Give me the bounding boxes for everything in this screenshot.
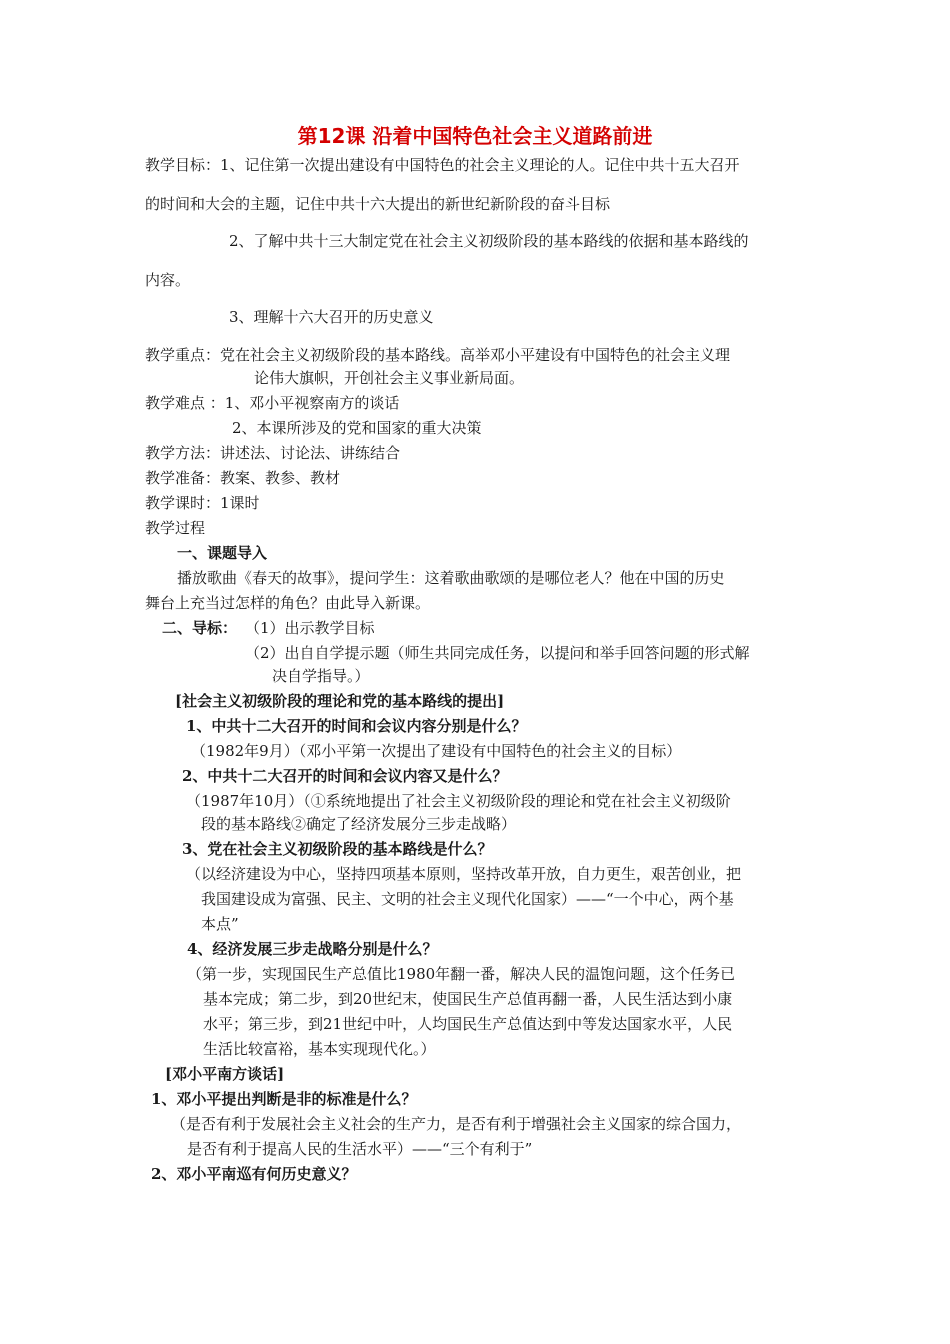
- part2-answer-1-line-2: 是否有利于提高人民的生活水平）——“三个有利于”: [187, 1140, 533, 1158]
- part1-question-4: 4、经济发展三步走战略分别是什么？: [187, 940, 438, 958]
- part1-answer-4-line-2: 基本完成；第二步，到20世纪末，使国民生产总值再翻一番，人民生活达到小康: [203, 990, 733, 1008]
- part1-answer-2-line-1: （1987年10月）（①系统地提出了社会主义初级阶段的理论和党在社会主义初级阶: [186, 792, 731, 810]
- objectives-line-2: 的时间和大会的主题，记住中共十六大提出的新世纪新阶段的奋斗目标: [145, 195, 611, 213]
- part1-question-1: 1、中共十二大召开的时间和会议内容分别是什么？: [186, 717, 527, 735]
- objectives-line-3: 2、了解中共十三大制定党在社会主义初级阶段的基本路线的依据和基本路线的: [229, 232, 749, 250]
- objectives-line-1: 教学目标：1、记住第一次提出建设有中国特色的社会主义理论的人。记住中共十五大召开: [145, 156, 740, 174]
- section2-heading: 二、导标：: [162, 619, 238, 637]
- difficulties-line-1: 教学难点 ：1、邓小平视察南方的谈话: [145, 394, 400, 412]
- objectives-line-5: 3、理解十六大召开的历史意义: [229, 308, 434, 326]
- part1-answer-3-line-3: 本点”: [201, 915, 239, 933]
- section1-heading: 一、课题导入: [177, 544, 268, 562]
- teaching-hours: 教学课时：1课时: [145, 494, 260, 512]
- part2-answer-1-line-1: （是否有利于发展社会主义社会的生产力，是否有利于增强社会主义国家的综合国力，: [171, 1115, 742, 1133]
- lesson-title: 第12课 沿着中国特色社会主义道路前进: [297, 124, 653, 148]
- section1-line-1: 播放歌曲《春天的故事》，提问学生：这着歌曲歌颂的是哪位老人？他在中国的历史: [177, 569, 725, 587]
- section1-line-2: 舞台上充当过怎样的角色？由此导入新课。: [145, 594, 431, 612]
- section2-item-1: （1）出示教学目标: [245, 619, 375, 637]
- section2-item-2-line-1: （2）出自自学提示题（师生共同完成任务，以提问和举手回答问题的形式解: [245, 644, 750, 662]
- part1-answer-4-line-4: 生活比较富裕，基本实现现代化。）: [203, 1040, 436, 1058]
- part1-answer-2-line-2: 段的基本路线②确定了经济发展分三步走战略）: [201, 815, 517, 833]
- teaching-process: 教学过程: [145, 519, 206, 537]
- part2-question-2: 2、邓小平南巡有何历史意义？: [151, 1165, 357, 1183]
- part1-answer-3-line-2: 我国建设成为富强、民主、文明的社会主义现代化国家）——“一个中心，两个基: [201, 890, 734, 908]
- difficulties-line-2: 2、本课所涉及的党和国家的重大决策: [232, 419, 482, 437]
- part1-answer-3-line-1: （以经济建设为中心，坚持四项基本原则，坚持改革开放，自力更生，艰苦创业，把: [186, 865, 742, 883]
- part1-answer-4-line-3: 水平；第三步，到21世纪中叶，人均国民生产总值达到中等发达国家水平，人民: [203, 1015, 733, 1033]
- part1-question-2: 2、中共十二大召开的时间和会议内容又是什么？: [182, 767, 508, 785]
- key-points-line-2: 论伟大旗帜，开创社会主义事业新局面。: [254, 369, 525, 387]
- part1-answer-1: （1982年9月）（邓小平第一次提出了建设有中国特色的社会主义的目标）: [191, 742, 682, 760]
- section2-item-2-line-2: 决自学指导。）: [272, 667, 370, 685]
- key-points-line-1: 教学重点：党在社会主义初级阶段的基本路线。高举邓小平建设有中国特色的社会主义理: [145, 346, 731, 364]
- part2-heading: [邓小平南方谈话]: [165, 1065, 285, 1083]
- part1-question-3: 3、党在社会主义初级阶段的基本路线是什么？: [182, 840, 493, 858]
- teaching-preparation: 教学准备：教案、教参、教材: [145, 469, 341, 487]
- part1-answer-4-line-1: （第一步，实现国民生产总值比1980年翻一番，解决人民的温饱问题，这个任务已: [187, 965, 736, 983]
- objectives-line-4: 内容。: [145, 271, 191, 289]
- teaching-method: 教学方法：讲述法、讨论法、讲练结合: [145, 444, 401, 462]
- part1-heading: [社会主义初级阶段的理论和党的基本路线的提出]: [175, 692, 505, 710]
- part2-question-1: 1、邓小平提出判断是非的标准是什么？: [151, 1090, 417, 1108]
